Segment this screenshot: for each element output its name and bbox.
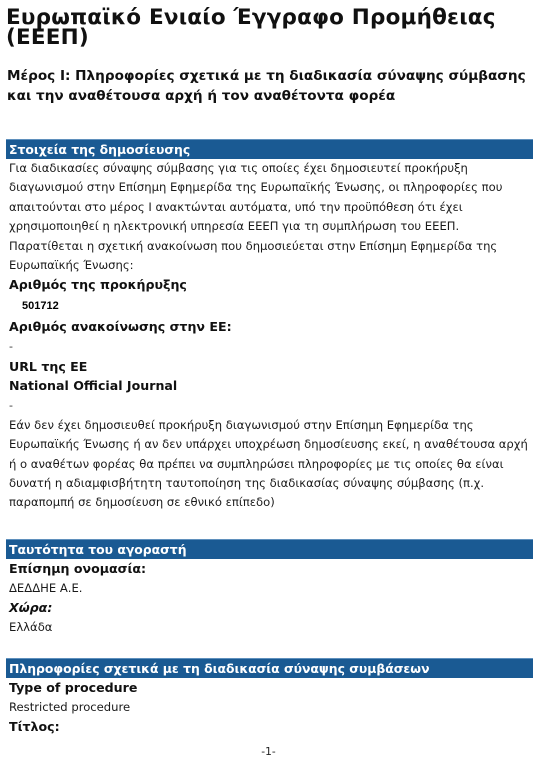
official-name-label: Επίσημη ονομασία: [9, 561, 147, 576]
country-value: Ελλάδα [9, 619, 53, 634]
eu-url-label: URL της ΕΕ [9, 358, 88, 374]
procedure-section [6, 658, 533, 737]
buyer-section-header: Ταυτότητα του αγοραστή [6, 539, 533, 559]
publication-intro-text: Για διαδικασίες σύναψης σύμβασης για τις οποίες έχει δημοσιευτεί προκήρυξη διαγωνισμού στην Επίσημη Εφημερίδα της Ευρωπαϊκής Ένωσης, οι πληροφορίες που απαιτούνται στο μέρος Ι ανακτώνται αυτόματα, υπό την προϋπόθεση ότι έχει χρησιμοποιηθεί η ηλεκτρονική υπηρεσία ΕΕΕΠ για τη συμπλήρωση του ΕΕΕΠ. Παρατίθεται η σχετική ανακοίνωση που δημοσιεύεται στην Επίσημη Εφημερίδα της Ευρωπαϊκής Ένωσης: [9, 161, 503, 273]
notice-number-label: Αριθμός της προκήρυξης [9, 277, 187, 293]
publication-note-text: Εάν δεν έχει δημοσιευθεί προκήρυξη διαγωνισμού στην Επίσημη Εφημερίδα της Ευρωπαϊκής Ένωσης ή αν δεν υπάρχει υποχρέωση δημοσίευσης εκεί, η αναθέτουσα αρχή ή ο αναθέτων φορέας θα πρέπει να συμπληρώσει πληροφορίες με τις οποίες θα είναι δυνατή η αδιαμφισβήτητη ταυτοποίηση της διαδικασίας σύναψης σύμβασης (π.χ. παραπομπή σε δημοσίευση σε εθνικό επίπεδο) [9, 417, 528, 510]
eu-notice-value: - [9, 339, 13, 353]
document-title: Ευρωπαϊκό Ενιαίο Έγγραφο Προμήθειας (ΕΕΕΠ) [6, 5, 496, 50]
buyer-section [6, 539, 533, 637]
country-label: Χώρα: [9, 600, 53, 616]
part-title: Μέρος Ι: Πληροφορίες σχετικά με τη διαδικασία σύναψης σύμβασης και την αναθέτουσα αρχή ή τον αναθέτοντα φορέα [7, 68, 526, 104]
page-number: -1- [261, 746, 276, 758]
eu-notice-label: Αριθμός ανακοίνωσης στην ΕΕ: [9, 319, 232, 335]
procedure-section-header: Πληροφορίες σχετικά με τη διαδικασία σύναψης συμβάσεων [6, 658, 533, 678]
procedure-type-label: Type of procedure [9, 680, 138, 695]
notice-number-value: 501712 [22, 300, 59, 313]
publication-section [6, 139, 533, 513]
publication-section-header: Στοιχεία της δημοσίευσης [6, 139, 533, 159]
journal-label: National Official Journal [9, 378, 178, 394]
journal-value: - [9, 398, 13, 412]
official-name-value: ΔΕΔΔΗΕ Α.Ε. [9, 580, 83, 595]
procedure-title-label: Τίτλος: [9, 719, 60, 735]
procedure-type-value: Restricted procedure [9, 699, 131, 714]
